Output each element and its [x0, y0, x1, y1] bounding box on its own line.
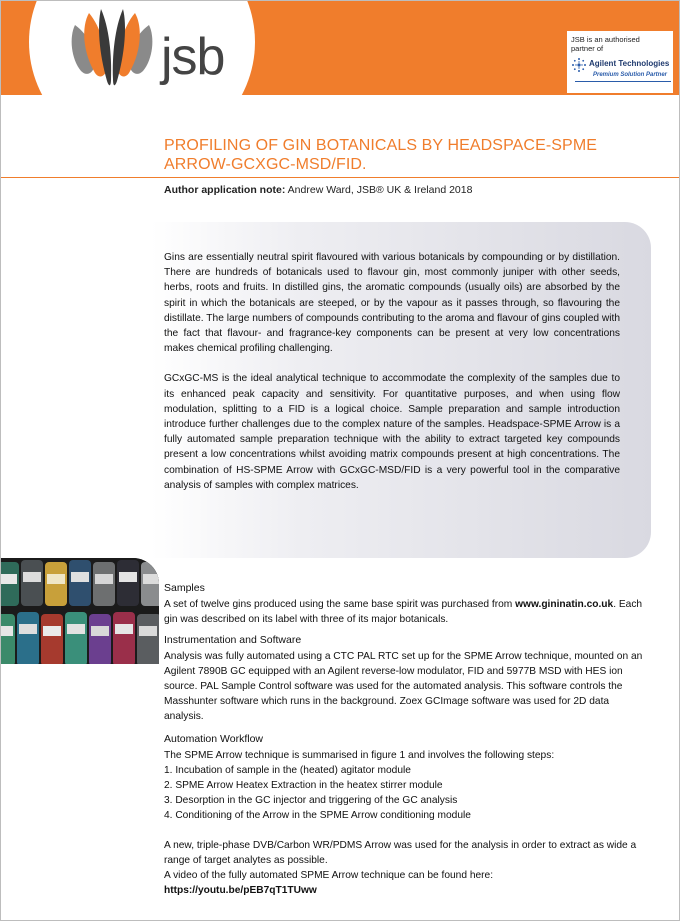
workflow-step: 1. Incubation of sample in the (heated) agitator module [164, 765, 411, 776]
partner-rule [575, 81, 671, 82]
intro-paragraph-1: Gins are essentially neutral spirit flavoured with various botanicals by compounding or by distillation. There are hundreds of botanicals used to flavour gin, most commonly juniper with other seeds, herbs, roots and fruits. In distilled gins, the aromatic compounds (usually oils) are absorbed by the spirit in which the botanicals are steeped, or by the vapour as it passes through, so flavouring the distillate. The large numbers of compounds contributing to the aroma and flavour of gins coupled with the fact that flavour- and fragrance-key components can be present at very low concentrations makes chemical profiling challenging. [164, 252, 620, 355]
samples-text-before: A set of twelve gins produced using the same base spirit was purchased from [164, 599, 516, 610]
workflow-step: 2. SPME Arrow Heatex Extraction in the heatex stirrer module [164, 780, 443, 791]
workflow-heading: Automation Workflow [164, 733, 264, 745]
title-divider [1, 177, 680, 178]
workflow-step: 3. Desorption in the GC injector and triggering of the GC analysis [164, 795, 458, 806]
samples-text-after: . Each gin was described on its label with three of its major botanicals. [164, 599, 643, 625]
author-line [164, 184, 472, 196]
workflow-intro: The SPME Arrow technique is summarised in figure 1 and involves the following steps: [164, 750, 555, 761]
section-instrumentation [164, 633, 644, 724]
author-value: Andrew Ward, JSB® UK & Ireland 2018 [287, 184, 473, 196]
intro-paragraph-2: GCxGC-MS is the ideal analytical technique to accommodate the complexity of the samples due to its enhanced peak capacity and sensitivity. For quantitative purposes, and when using flow modulation, splitting to a FID is a logical choice. Sample preparation and sample introduction introduce further challenges due to the complex nature of the samples. Headspace-SPME Arrow is a fully automated sample preparation technique with the ability to extract targeted key compounds present a low concentrations whilst avoiding matrix compounds present at high concentrations. The combination of HS-SPME Arrow with GCxGC-MSD/FID is a very powerful tool in the comparative analysis of samples with complex matrices. [164, 373, 620, 491]
samples-heading: Samples [164, 582, 205, 594]
partner-label-line2: partner of [571, 44, 604, 53]
closing-paragraph: A new, triple-phase DVB/Carbon WR/PDMS Arrow was used for the analysis in order to extract as wide a range of target analytes as possible. [164, 840, 637, 866]
partner-label-line1: JSB is an authorised [571, 35, 640, 44]
instrumentation-heading: Instrumentation and Software [164, 634, 302, 646]
author-label: Author application note: [164, 184, 286, 196]
jsb-butterfly-logo [67, 7, 157, 91]
workflow-step: 4. Conditioning of the Arrow in the SPME Arrow conditioning module [164, 810, 471, 821]
gin-bottles-photo [1, 558, 159, 664]
page-title [164, 136, 624, 174]
premium-partner-tagline: Premium Solution Partner [593, 72, 668, 78]
samples-link[interactable]: www.gininatin.co.uk [515, 599, 614, 610]
logo-text: jsb [161, 28, 225, 86]
title-line1: PROFILING OF GIN BOTANICALS BY HEADSPACE-SPME [164, 137, 598, 154]
instrumentation-text: Analysis was fully automated using a CTC PAL RTC set up for the SPME Arrow technique, mounted on an Agilent 7890B GC equipped with an Agilent reverse-low modulator, FID and 5977B MSD with HES ion source. PAL Sample Control software was used for the automated analysis. This software controls the Masshunter software which runs in the background. Zoex GCImage software was used for 2D data analysis. [164, 651, 643, 722]
video-intro: A video of the fully automated SPME Arrow technique can be found here: [164, 870, 494, 881]
section-automation-workflow [164, 732, 644, 823]
agilent-spark-icon [571, 57, 587, 73]
section-closing [164, 838, 644, 898]
intro-text [164, 250, 620, 508]
section-samples [164, 581, 644, 627]
samples-text [164, 597, 644, 627]
agilent-name: Agilent Technologies [589, 59, 670, 68]
video-link[interactable]: https://youtu.be/pEB7qT1TUww [164, 885, 317, 896]
title-line2: ARROW-GCXGC-MSD/FID. [164, 156, 367, 173]
